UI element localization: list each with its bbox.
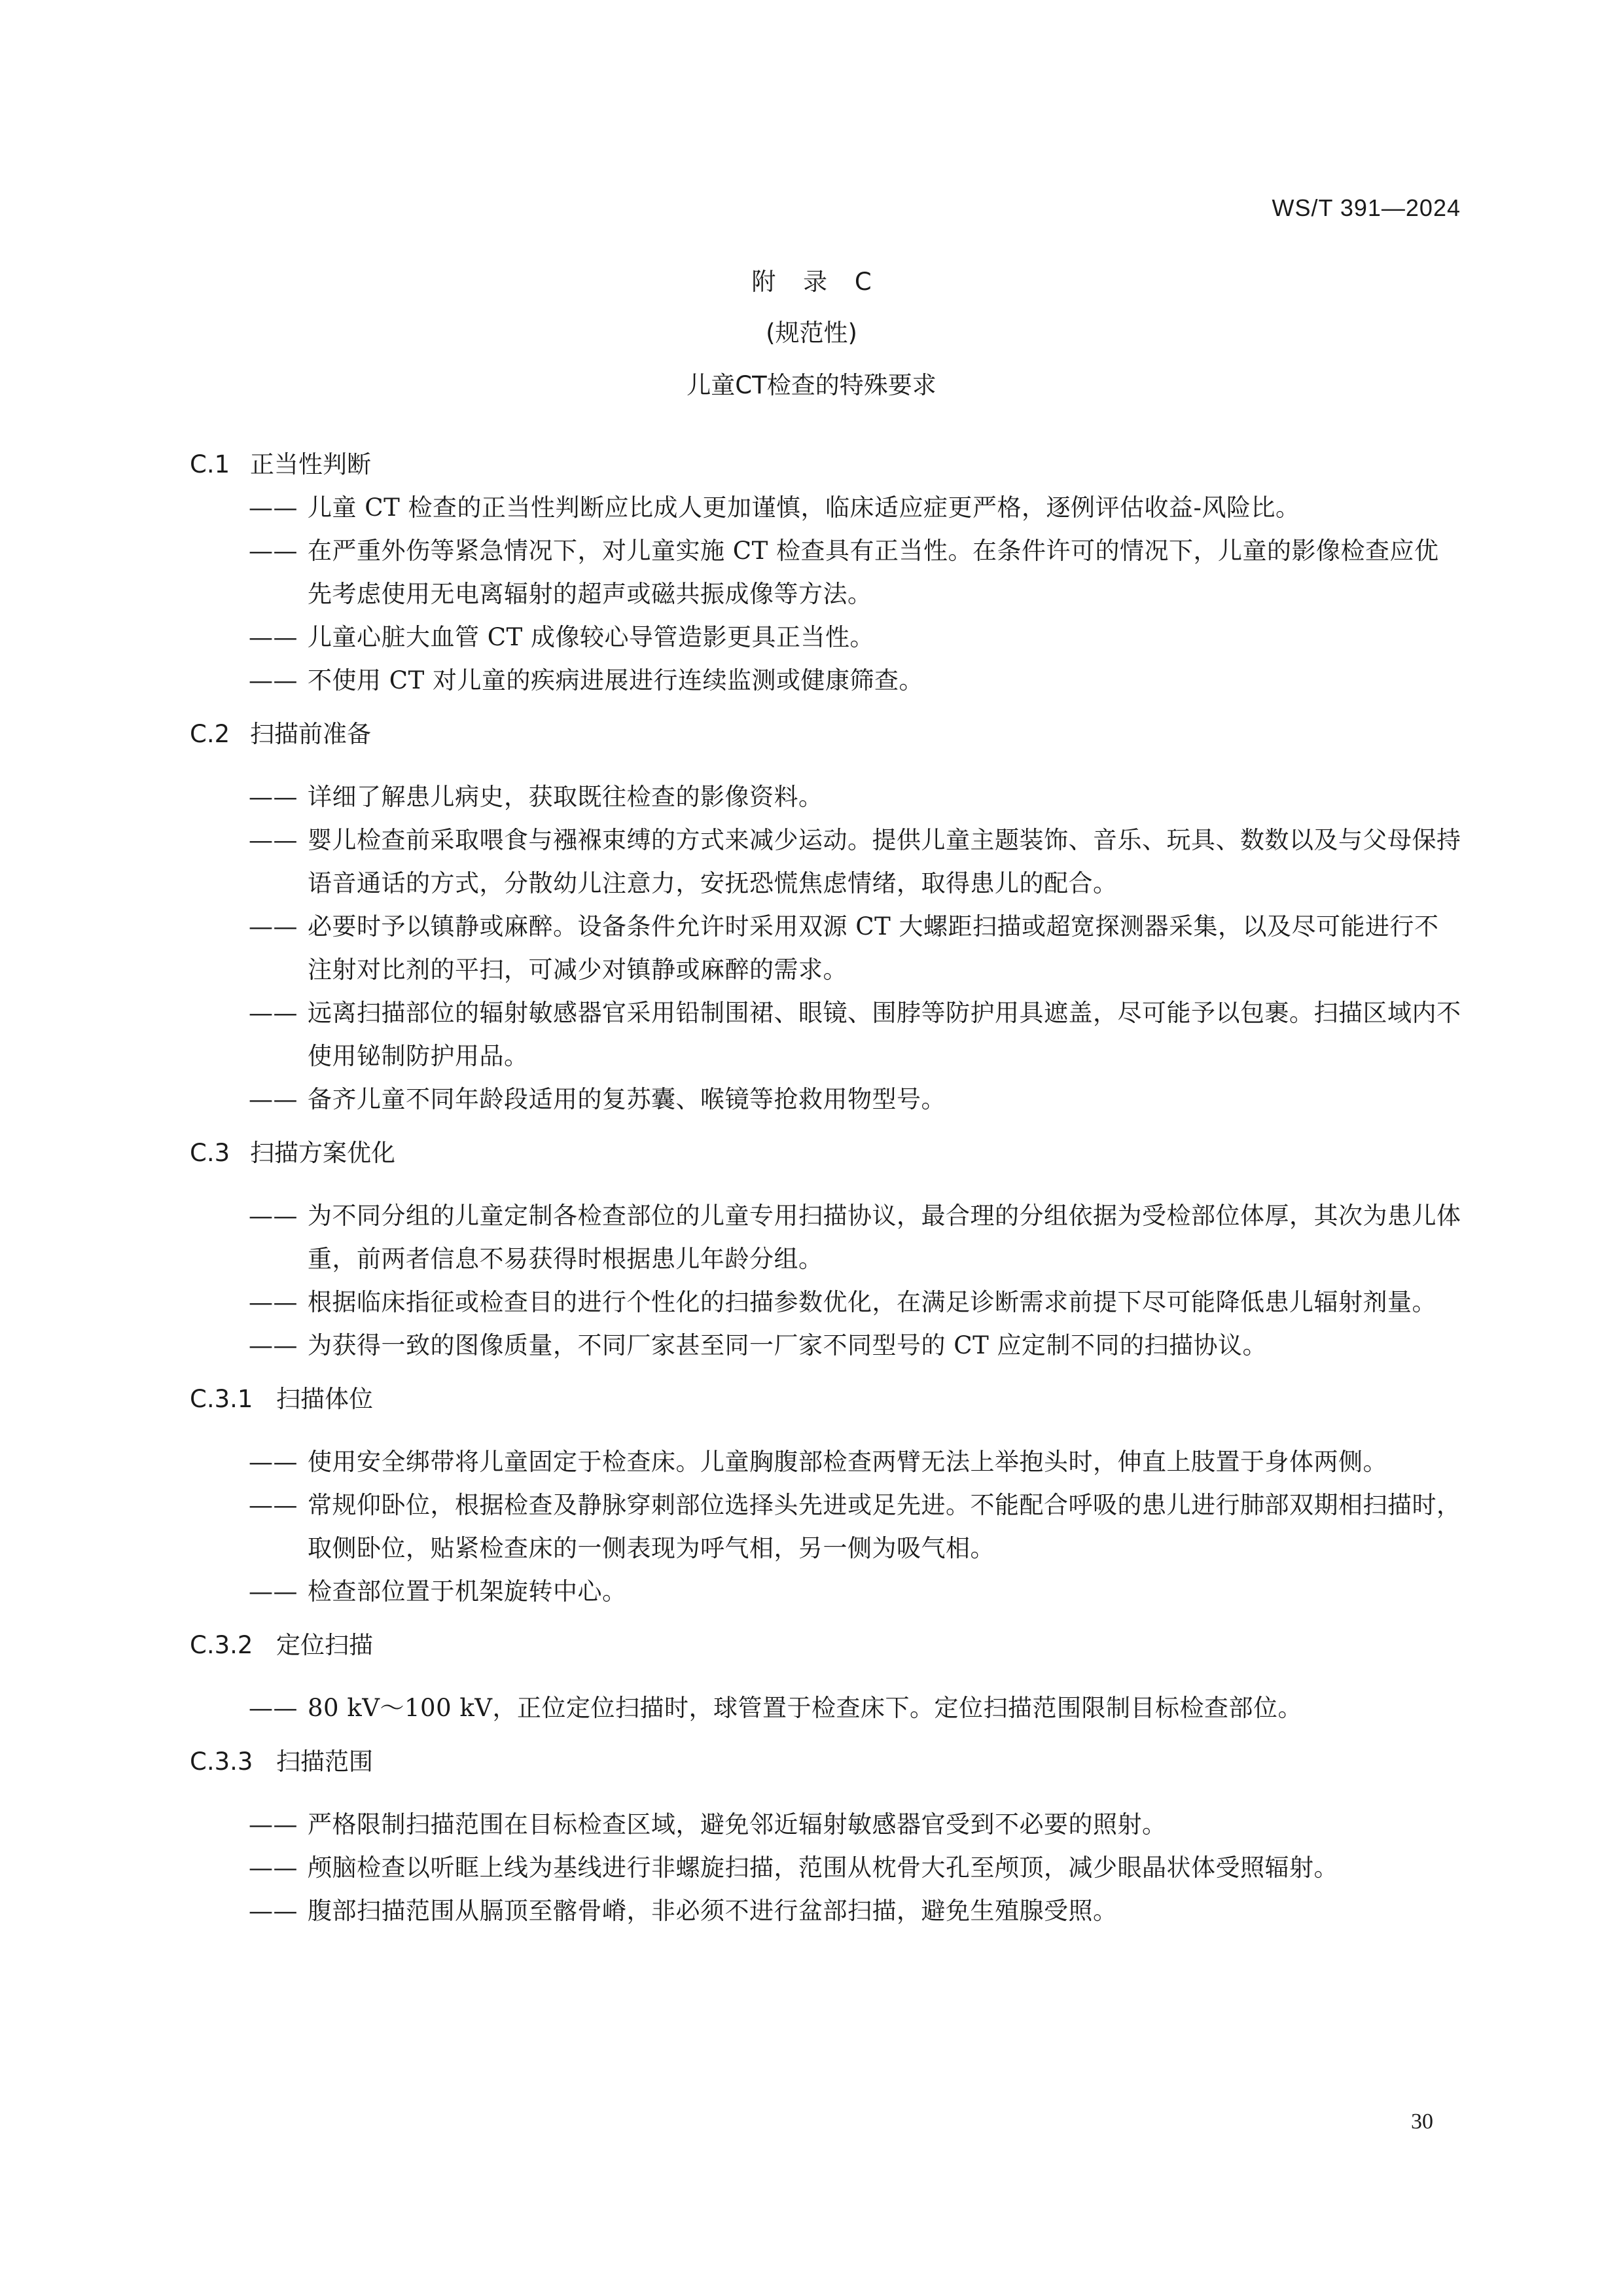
list-item-text: 严格限制扫描范围在目标检查区域，避免邻近辐射敏感器官受到不必要的照射。 bbox=[308, 1810, 1167, 1839]
list-item bbox=[249, 1687, 1463, 1730]
list-item bbox=[249, 1570, 1463, 1613]
list-item-text: 备齐儿童不同年龄段适用的复苏囊、喉镜等抢救用物型号。 bbox=[308, 1085, 946, 1113]
list-item-text: 为不同分组的儿童定制各检查部位的儿童专用扫描协议，最合理的分组依据为受检部位体厚，其次为患儿体重，前两者信息不易获得时根据患儿年龄分组。 bbox=[308, 1202, 1461, 1273]
list-item bbox=[249, 1484, 1463, 1570]
list-item-text: 详细了解患儿病史，获取既往检查的影像资料。 bbox=[308, 783, 823, 811]
dash-marker: —— bbox=[249, 1085, 298, 1113]
document-code: WS/T 391—2024 bbox=[1272, 194, 1461, 221]
list-item-text: 不使用 CT 对儿童的疾病进展进行连续监测或健康筛查。 bbox=[308, 666, 924, 694]
list-item bbox=[249, 616, 1463, 659]
section-number: C.3.3 bbox=[190, 1748, 253, 1776]
section-list-c3-2 bbox=[190, 1687, 1463, 1730]
list-item-text: 儿童心脏大血管 CT 成像较心导管造影更具正当性。 bbox=[308, 623, 875, 651]
dash-marker: —— bbox=[249, 912, 298, 941]
list-item bbox=[249, 776, 1463, 819]
dash-marker: —— bbox=[249, 826, 298, 854]
list-item-text: 远离扫描部位的辐射敏感器官采用铅制围裙、眼镜、围脖等防护用具遮盖，尽可能予以包裹。扫描区域内不使用铋制防护用品。 bbox=[308, 999, 1461, 1070]
section-heading-c1 bbox=[190, 443, 1463, 486]
section-heading-c3-1 bbox=[190, 1378, 1463, 1421]
dash-marker: —— bbox=[249, 1810, 298, 1839]
dash-marker: —— bbox=[249, 1577, 298, 1605]
list-item bbox=[249, 486, 1463, 529]
dash-marker: —— bbox=[249, 1694, 298, 1722]
appendix-title: 附 录 C bbox=[751, 268, 872, 296]
dash-marker: —— bbox=[249, 1202, 298, 1230]
dash-marker: —— bbox=[249, 999, 298, 1027]
section-list-c3-1 bbox=[190, 1441, 1463, 1613]
section-heading-c2 bbox=[190, 713, 1463, 756]
section-title: 正当性判断 bbox=[250, 450, 371, 478]
list-item-text: 腹部扫描范围从膈顶至髂骨嵴，非必须不进行盆部扫描，避免生殖腺受照。 bbox=[308, 1897, 1118, 1925]
dash-marker: —— bbox=[249, 783, 298, 811]
list-item bbox=[249, 1281, 1463, 1324]
dash-marker: —— bbox=[249, 1897, 298, 1925]
list-item-text: 在严重外伤等紧急情况下，对儿童实施 CT 检查具有正当性。在条件许可的情况下，儿童的影像检查应优先考虑使用无电离辐射的超声或磁共振成像等方法。 bbox=[308, 537, 1439, 608]
section-heading-c3 bbox=[190, 1132, 1463, 1175]
list-item-text: 80 kV～100 kV，正位定位扫描时，球管置于检查床下。定位扫描范围限制目标检查部位。 bbox=[308, 1694, 1303, 1722]
dash-marker: —— bbox=[249, 1288, 298, 1316]
section-number: C.2 bbox=[190, 720, 230, 748]
list-item bbox=[249, 819, 1463, 905]
list-item bbox=[249, 1890, 1463, 1933]
section-list-c2 bbox=[190, 776, 1463, 1121]
list-item-text: 儿童 CT 检查的正当性判断应比成人更加谨慎，临床适应症更严格，逐例评估收益-风险比。 bbox=[308, 493, 1300, 522]
dash-marker: —— bbox=[249, 1491, 298, 1519]
list-item-text: 根据临床指征或检查目的进行个性化的扫描参数优化，在满足诊断需求前提下尽可能降低患儿辐射剂量。 bbox=[308, 1288, 1436, 1316]
section-list-c3 bbox=[190, 1194, 1463, 1367]
section-number: C.3.2 bbox=[190, 1631, 253, 1659]
appendix-name: 儿童CT检查的特殊要求 bbox=[687, 371, 936, 399]
section-title: 扫描范围 bbox=[276, 1748, 373, 1776]
list-item-text: 检查部位置于机架旋转中心。 bbox=[308, 1577, 627, 1605]
list-item bbox=[249, 659, 1463, 702]
list-item bbox=[249, 1803, 1463, 1846]
section-title: 扫描体位 bbox=[276, 1385, 373, 1413]
list-item-text: 常规仰卧位，根据检查及静脉穿刺部位选择头先进或足先进。不能配合呼吸的患儿进行肺部双期相扫描时，取侧卧位，贴紧检查床的一侧表现为呼气相，另一侧为吸气相。 bbox=[308, 1491, 1461, 1562]
list-item-text: 使用安全绑带将儿童固定于检查床。儿童胸腹部检查两臂无法上举抱头时，伸直上肢置于身体两侧。 bbox=[308, 1448, 1387, 1476]
dash-marker: —— bbox=[249, 666, 298, 694]
list-item bbox=[249, 1846, 1463, 1890]
list-item-text: 婴儿检查前采取喂食与襁褓束缚的方式来减少运动。提供儿童主题装饰、音乐、玩具、数数以及与父母保持语音通话的方式，分散幼儿注意力，安抚恐慌焦虑情绪，取得患儿的配合。 bbox=[308, 826, 1461, 897]
list-item bbox=[249, 1194, 1463, 1281]
section-title: 扫描前准备 bbox=[250, 720, 371, 748]
dash-marker: —— bbox=[249, 493, 298, 522]
list-item-text: 颅脑检查以听眶上线为基线进行非螺旋扫描，范围从枕骨大孔至颅顶，减少眼晶状体受照辐射。 bbox=[308, 1854, 1338, 1882]
dash-marker: —— bbox=[249, 537, 298, 565]
page-number: 30 bbox=[1411, 2109, 1433, 2134]
dash-marker: —— bbox=[249, 623, 298, 651]
list-item-text: 必要时予以镇静或麻醉。设备条件允许时采用双源 CT 大螺距扫描或超宽探测器采集，以及尽可能进行不注射对比剂的平扫，可减少对镇静或麻醉的需求。 bbox=[308, 912, 1439, 984]
list-item bbox=[249, 992, 1463, 1078]
list-item bbox=[249, 1078, 1463, 1121]
list-item-text: 为获得一致的图像质量，不同厂家甚至同一厂家不同型号的 CT 应定制不同的扫描协议。 bbox=[308, 1331, 1268, 1359]
section-list-c1 bbox=[190, 486, 1463, 702]
list-item bbox=[249, 1441, 1463, 1484]
appendix-type: (规范性) bbox=[766, 319, 857, 347]
list-item bbox=[249, 1324, 1463, 1367]
section-title: 扫描方案优化 bbox=[250, 1139, 395, 1167]
dash-marker: —— bbox=[249, 1854, 298, 1882]
list-item bbox=[249, 529, 1463, 616]
document-body bbox=[190, 443, 1463, 1933]
section-heading-c3-3 bbox=[190, 1740, 1463, 1784]
section-heading-c3-2 bbox=[190, 1624, 1463, 1667]
section-list-c3-3 bbox=[190, 1803, 1463, 1933]
section-number: C.3.1 bbox=[190, 1385, 253, 1413]
section-number: C.1 bbox=[190, 450, 230, 478]
list-item bbox=[249, 905, 1463, 992]
section-number: C.3 bbox=[190, 1139, 230, 1167]
dash-marker: —— bbox=[249, 1331, 298, 1359]
section-title: 定位扫描 bbox=[276, 1631, 373, 1659]
dash-marker: —— bbox=[249, 1448, 298, 1476]
